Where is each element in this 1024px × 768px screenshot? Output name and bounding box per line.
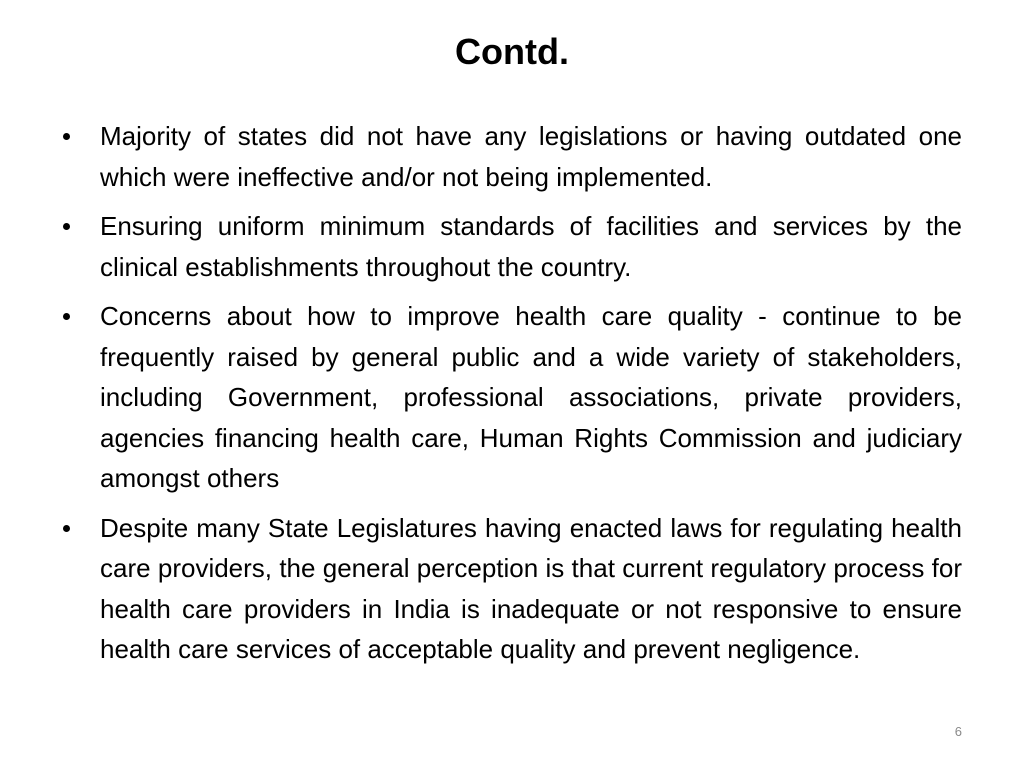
bullet-item-quality-concerns: Concerns about how to improve health care quality - continue to be frequently raised by general public and a wide variety of stakeholders, including Government, professional associations, private providers, agencies financing health care, Human Rights Commission and judiciary amongst others [100, 296, 962, 499]
bullet-list [100, 116, 962, 679]
bullet-item-uniform-standards: Ensuring uniform minimum standards of facilities and services by the clinical establishments throughout the country. [100, 206, 962, 287]
page-number: 6 [954, 724, 962, 739]
bullet-item-regulatory-perception: Despite many State Legislatures having enacted laws for regulating health care providers, the general perception is that current regulatory process for health care providers in India is inadequate or not responsive to ensure health care services of acceptable quality and prevent negligence. [100, 508, 962, 670]
bullet-item-legislation-status: Majority of states did not have any legislations or having outdated one which were ineffective and/or not being implemented. [100, 116, 962, 197]
slide-title: Contd. [455, 31, 569, 72]
